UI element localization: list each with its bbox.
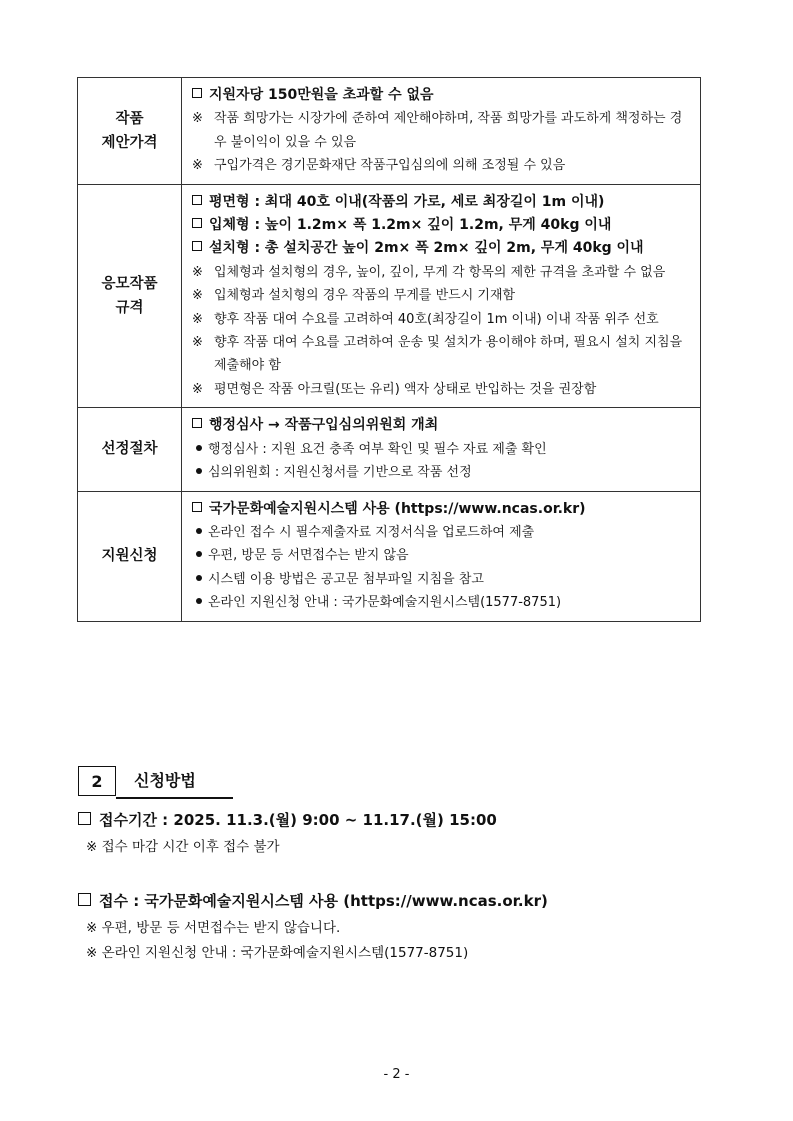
square-bullet-icon: [192, 418, 202, 428]
bullet-item: 행정심사 : 지원 요건 충족 여부 확인 및 필수 자료 제출 확인: [192, 438, 692, 461]
section-title: 신청방법: [134, 771, 196, 790]
note-item: ※ 입체형과 설치형의 경우 작품의 무게를 반드시 기재함: [192, 288, 516, 304]
row-content-apply: [182, 491, 701, 621]
row-content-spec: [182, 184, 701, 408]
row-price: [78, 78, 701, 185]
checkbox-square-icon: [78, 812, 91, 825]
section-number: 2: [78, 766, 116, 796]
square-bullet-icon: [192, 195, 202, 205]
dot-bullet-icon: [196, 528, 202, 534]
note-item: ※ 입체형과 설치형의 경우, 높이, 깊이, 무게 각 항목의 제한 규격을 초과할 수 없음: [192, 264, 666, 280]
row-content-selection: [182, 408, 701, 491]
section-underline: [116, 797, 233, 799]
square-bullet-icon: [192, 502, 202, 512]
bullet-item: 시스템 이용 방법은 공고문 첨부파일 지침을 참고: [192, 568, 692, 591]
list-item: 설치형 : 총 설치공간 높이 2m× 폭 2m× 깊이 2m, 무게 40kg 이내: [192, 237, 692, 260]
bullet-item: 심의위원회 : 지원신청서를 기반으로 작품 선정: [192, 461, 692, 484]
list-item: 평면형 : 최대 40호 이내(작품의 가로, 세로 최장길이 1m 이내): [192, 191, 692, 214]
page-number: - 2 -: [383, 1067, 410, 1082]
dot-bullet-icon: [196, 468, 202, 474]
row-spec: [78, 184, 701, 408]
checkbox-square-icon: [78, 893, 91, 906]
submission-note: ※ 우편, 방문 등 서면접수는 받지 않습니다.: [86, 920, 341, 936]
info-table: [77, 77, 701, 622]
submission-heading: 접수 : 국가문화예술지원시스템 사용 (https://www.ncas.or.kr): [78, 889, 548, 913]
row-selection: [78, 408, 701, 491]
dot-bullet-icon: [196, 598, 202, 604]
square-bullet-icon: [192, 218, 202, 228]
bullet-item: 온라인 접수 시 필수제출자료 지정서식을 업로드하여 제출: [192, 521, 692, 544]
row-header-apply: 지원신청: [78, 491, 182, 621]
list-item: 입체형 : 높이 1.2m× 폭 1.2m× 깊이 1.2m, 무게 40kg 이내: [192, 214, 692, 237]
list-item: 국가문화예술지원시스템 사용 (https://www.ncas.or.kr): [192, 498, 692, 521]
dot-bullet-icon: [196, 575, 202, 581]
note-item: ※ 향후 작품 대여 수요를 고려하여 운송 및 설치가 용이해야 하며, 필요시 설치 지침을 제출해야 함: [192, 335, 683, 374]
row-header-selection: 선정절차: [78, 408, 182, 491]
list-item: 행정심사 → 작품구입심의위원회 개최: [192, 414, 692, 437]
note-item: ※ 평면형은 작품 아크릴(또는 유리) 액자 상태로 반입하는 것을 권장함: [192, 381, 597, 397]
submission-note: ※ 온라인 지원신청 안내 : 국가문화예술지원시스템(1577-8751): [86, 945, 469, 961]
note-item: ※ 작품 희망가는 시장가에 준하여 제안해야하며, 작품 희망가를 과도하게 책정하는 경우 불이익이 있을 수 있음: [192, 111, 683, 150]
period-note: ※ 접수 마감 시간 이후 접수 불가: [86, 839, 280, 855]
note-item: ※ 향후 작품 대여 수요를 고려하여 40호(최장길이 1m 이내) 이내 작품 위주 선호: [192, 311, 659, 327]
bullet-item: 온라인 지원신청 안내 : 국가문화예술지원시스템(1577-8751): [192, 591, 692, 614]
square-bullet-icon: [192, 88, 202, 98]
dot-bullet-icon: [196, 551, 202, 557]
note-item: ※ 구입가격은 경기문화재단 작품구입심의에 의해 조정될 수 있음: [192, 158, 566, 174]
list-item: 지원자당 150만원을 초과할 수 없음: [192, 84, 692, 107]
row-content-price: [182, 78, 701, 185]
period-heading: 접수기간 : 2025. 11.3.(월) 9:00 ~ 11.17.(월) 15:00: [78, 808, 497, 832]
row-header-price: 작품 제안가격: [78, 78, 182, 185]
row-header-spec: 응모작품 규격: [78, 184, 182, 408]
bullet-item: 우편, 방문 등 서면접수는 받지 않음: [192, 544, 692, 567]
dot-bullet-icon: [196, 445, 202, 451]
row-apply: [78, 491, 701, 621]
square-bullet-icon: [192, 241, 202, 251]
